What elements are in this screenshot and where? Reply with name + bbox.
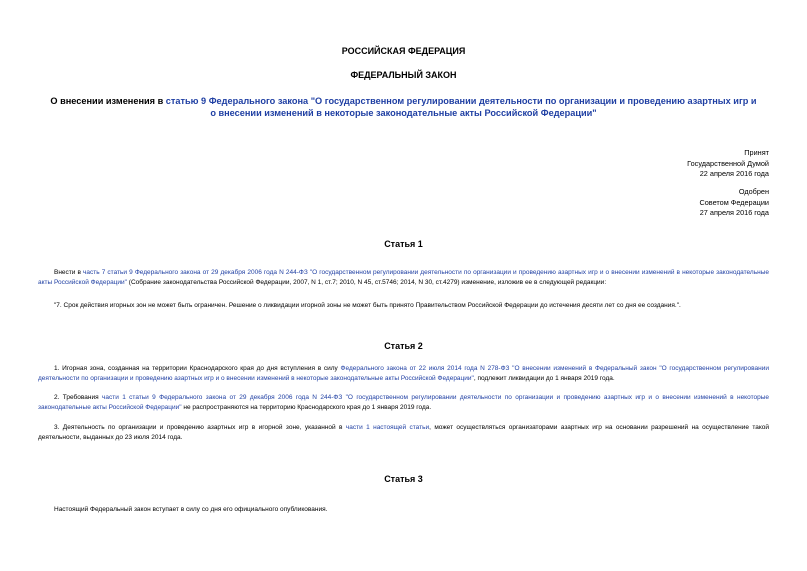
adoption-line-1: Принят [744,148,769,157]
document-type-heading: ФЕДЕРАЛЬНЫЙ ЗАКОН [350,70,457,80]
article-1-p1-text-pre: Внести в [54,269,84,276]
article-2-p2-text-pre: 2. Требования [54,394,102,401]
article-2-p2-text-post: не распространяются на территорию Краснодарского края до 1 января 2019 года. [181,403,432,411]
law-title [50,95,757,119]
article-2-p1-text-pre: 1. Игорная зона, созданная на территории Краснодарского края до дня вступления в силу [54,365,341,372]
article-2-p3-text-pre: 3. Деятельность по организации и проведению азартных игр в игорной зоне, указанной в [54,424,346,431]
article-2-paragraph-3 [38,423,769,442]
article-1-paragraph-1 [38,268,769,287]
country-heading: РОССИЙСКАЯ ФЕДЕРАЦИЯ [341,46,466,56]
article-2-paragraph-2 [38,393,769,412]
adoption-block [687,148,769,180]
article-3-heading: Статья 3 [384,474,423,484]
adoption-line-2: Государственной Думой [687,158,769,168]
article-2-p3-link[interactable]: части 1 настоящей статьи [345,424,430,431]
article-2-p1-text-post: , подлежит ликвидации до 1 января 2019 года. [473,374,615,382]
article-1-p1-link[interactable]: часть 7 статьи 9 Федерального закона от 29 декабря 2006 года N 244-ФЗ "О государственном регулировании деятельности по организации и проведению азартных игр и о внесении изменений в некоторые законодательные акты Российской Федерации" [38,269,769,286]
article-3-paragraph-1: Настоящий Федеральный закон вступает в силу со дня его официального опубликования. [54,506,328,513]
article-2-p3-text-post: , может осуществляться организаторами азартных игр на основании разрешений на осуществление такой деятельности, выданных до 23 июля 2014 года. [38,424,770,441]
article-2-p1-link[interactable]: Федерального закона от 22 июля 2014 года N 278-ФЗ "О внесении изменений в Федеральный закон "О государственном регулировании деятельности по организации и проведению азартных игр и о внесении изменений в некоторые законодательные акты Российской Федерации" [38,365,769,382]
approval-block [699,187,769,219]
article-2-p2-link[interactable]: части 1 статьи 9 Федерального закона от 29 декабря 2006 года N 244-ФЗ "О государственном регулировании деятельности по организации и проведению азартных игр и о внесении изменений в некоторые законодательные акты Российской Федерации" [38,394,769,411]
law-title-link[interactable]: статью 9 Федерального закона "О государственном регулировании деятельности по организации и проведению азартных игр и о внесении изменений в некоторые законодательные акты Российской Федерации" [165,96,757,118]
article-1-p1-text-post: (Собрание законодательства Российской Федерации, 2007, N 1, ст.7; 2010, N 45, ст.5746; 2014, N 30, ст.4279) изменение, изложив ее в следующей редакции: [126,278,607,286]
approval-line-2: Советом Федерации [699,197,769,207]
article-1-heading: Статья 1 [384,239,423,249]
approval-line-1: Одобрен [738,187,769,196]
approval-date: 27 апреля 2016 года [699,208,769,218]
article-1-paragraph-2: "7. Срок действия игорных зон не может быть ограничен. Решение о ликвидации игорной зоны не может быть принято Правительством Российской Федерации до истечения десяти лет со дня ее создания.". [54,302,681,309]
adoption-date: 22 апреля 2016 года [699,169,769,179]
article-2-paragraph-1 [38,364,769,383]
law-title-prefix: О внесении изменения в [50,96,166,106]
article-2-heading: Статья 2 [384,341,423,351]
